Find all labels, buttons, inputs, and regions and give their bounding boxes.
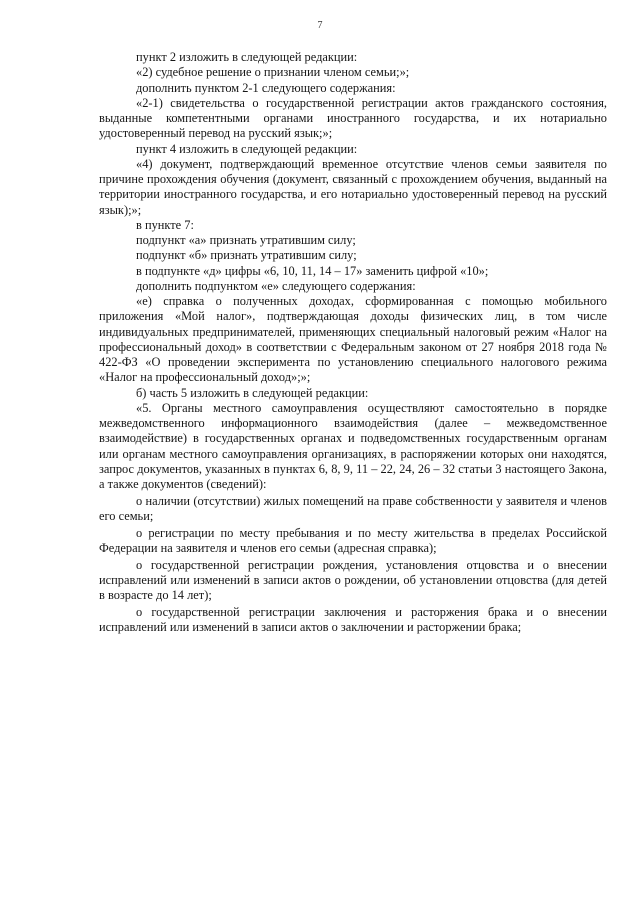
- paragraph-3: дополнить пунктом 2-1 следующего содержания:: [136, 80, 396, 95]
- paragraph-5: пункт 4 изложить в следующей редакции:: [136, 141, 358, 156]
- paragraph-16: о регистрации по месту пребывания и по месту жительства в пределах Российской Федерации на заявителя и членов его семьи (адресная справка);: [99, 525, 607, 555]
- paragraph-14: «5. Органы местного самоуправления осуществляют самостоятельно в порядке межведомственного информационного взаимодействия (далее – межведомственное взаимодействие) в государственных органах и подведомственных государственным органам или органам местного самоуправления организациях, в распоряжении которых они находятся, запрос документов, указанных в пунктах 6, 8, 9, 11 – 22, 24, 26 – 32 статьи 3 настоящего Закона, а также документов (сведений):: [99, 400, 607, 491]
- document-body: [99, 50, 607, 636]
- paragraph-9: подпункт «б» признать утратившим силу;: [136, 248, 357, 263]
- page-number: 7: [317, 20, 323, 31]
- paragraph-12: «е) справка о полученных доходах, сформированная с помощью мобильного приложения «Мой налог», подтверждающая доходы физических лиц, в том числе индивидуальных предпринимателей, применяющих специальный налоговый режим «Налог на профессиональный доход» в соответствии с Федеральным законом от 27 ноября 2018 года № 422-ФЗ «О проведении эксперимента по установлению специального налогового режима «Налог на профессиональный доход»;»;: [99, 294, 607, 385]
- paragraph-13: б) часть 5 изложить в следующей редакции:: [136, 385, 369, 400]
- paragraph-18: о государственной регистрации заключения и расторжения брака и о внесении исправлений или изменений в записи актов о заключении и расторжении брака;: [99, 605, 607, 635]
- paragraph-6: «4) документ, подтверждающий временное отсутствие членов семьи заявителя по причине прохождения обучения (документ, связанный с прохождением обучения, выданный на территории иностранного государства, и его нотариально удостоверенный перевод на русский язык);»;: [99, 156, 607, 217]
- paragraph-8: подпункт «а» признать утратившим силу;: [136, 233, 356, 247]
- paragraph-11: дополнить подпунктом «е» следующего содержания:: [136, 278, 416, 293]
- paragraph-17: о государственной регистрации рождения, установления отцовства и о внесении исправлений или изменений в записи актов о рождении, об установлении отцовства (для детей в возрасте до 14 лет);: [99, 557, 607, 603]
- paragraph-7: в пункте 7:: [136, 217, 194, 232]
- paragraph-15: о наличии (отсутствии) жилых помещений на праве собственности у заявителя и членов его семьи;: [99, 493, 607, 523]
- paragraph-4: «2-1) свидетельства о государственной регистрации актов гражданского состояния, выданные компетентными органами иностранного государства, и их нотариально удостоверенный перевод на русский язык;»;: [99, 95, 607, 141]
- paragraph-1: пункт 2 изложить в следующей редакции:: [136, 50, 358, 64]
- paragraph-2: «2) судебное решение о признании членом семьи;»;: [136, 65, 410, 80]
- paragraph-10: в подпункте «д» цифры «6, 10, 11, 14 – 17» заменить цифрой «10»;: [136, 263, 489, 278]
